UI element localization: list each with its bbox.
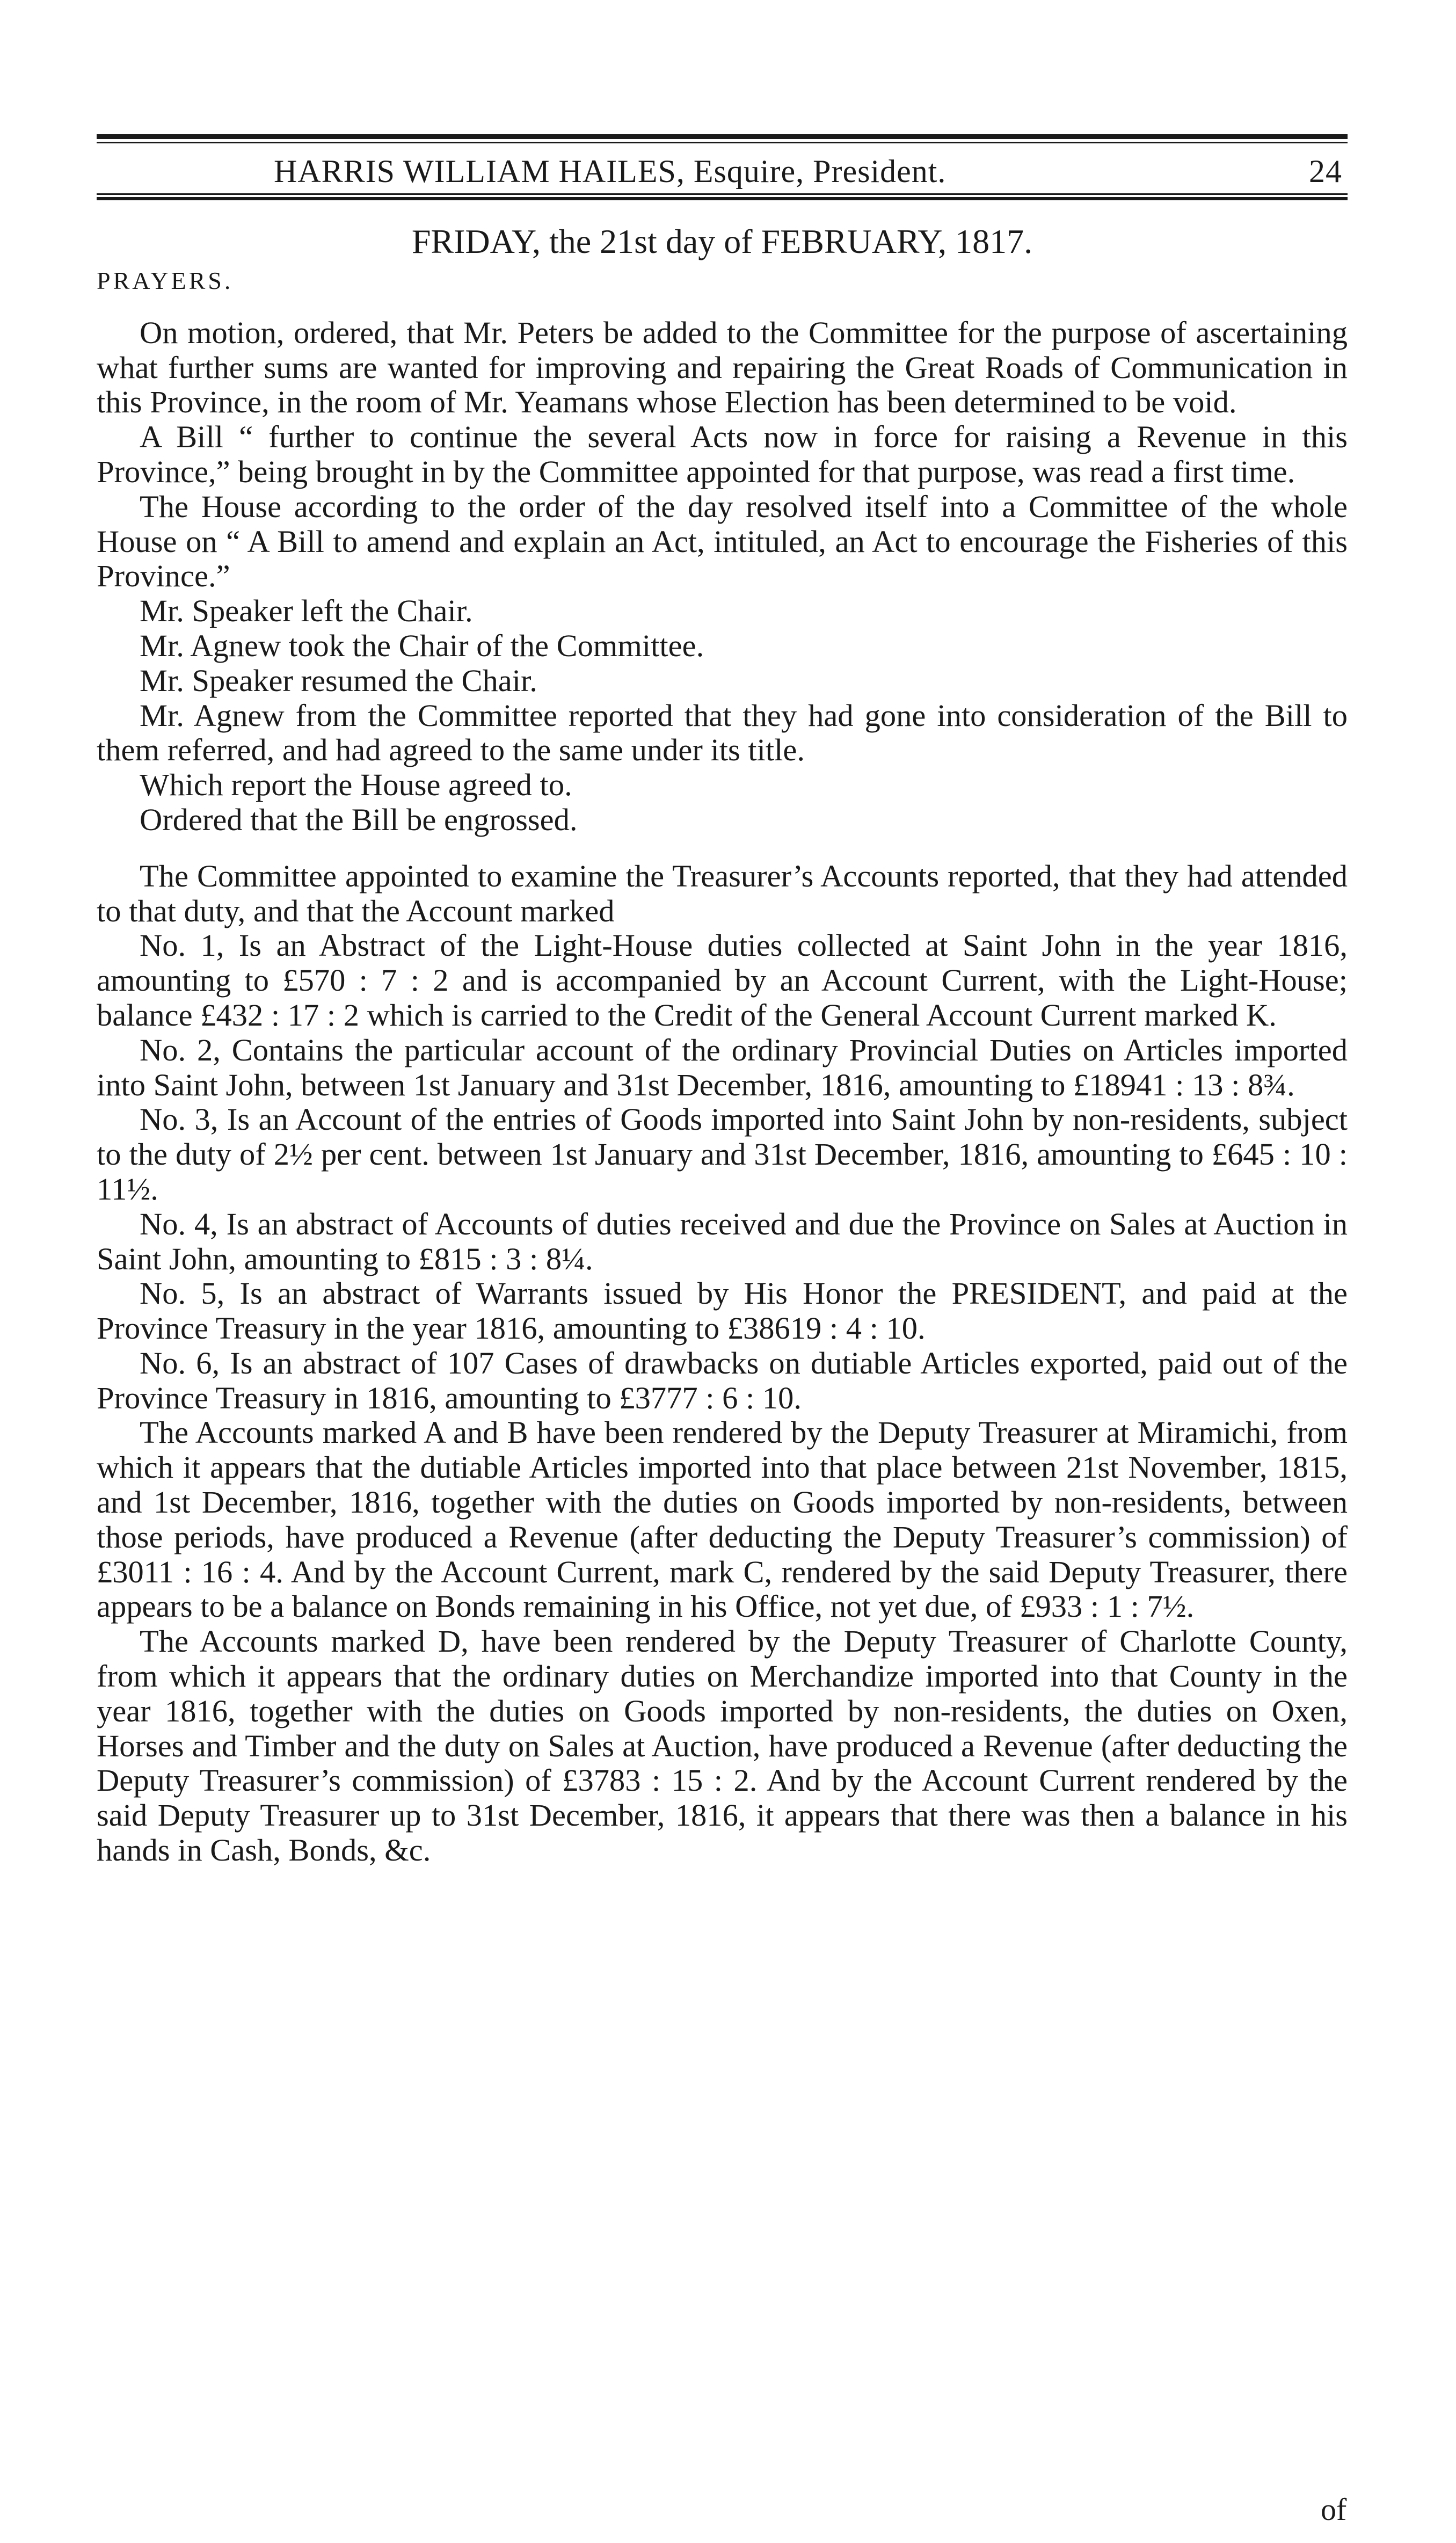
paragraph: Which report the House agreed to. bbox=[140, 767, 572, 803]
paragraph: No. 6, Is an abstract of 107 Cases of drawbacks on dutiable Articles exported, paid out of the Province Treasury in 1816, amounting to £3777 : 6 : 10. bbox=[97, 1345, 1348, 1415]
header-rule-bottom bbox=[97, 197, 1348, 200]
paragraph: On motion, ordered, that Mr. Peters be added to the Committee for the purpose of ascertaining what further sums are wanted for improving and repairing the Great Roads of Communication in this Province, in the room of Mr. Yeamans whose Election has been determined to be void. bbox=[97, 315, 1348, 420]
running-header-title: HARRIS WILLIAM HAILES, Esquire, President. bbox=[274, 154, 947, 189]
page-number: 24 bbox=[1309, 154, 1342, 189]
paragraph: The House according to the order of the day resolved itself into a Committee of the whole House on “ A Bill to amend and explain an Act, intituled, an Act to encourage the Fisheries of this Province.” bbox=[97, 489, 1348, 594]
paragraph: No. 2, Contains the particular account of the ordinary Provincial Duties on Articles imported into Saint John, between 1st January and 31st December, 1816, amounting to £18941 : 13 : 8¾. bbox=[97, 1032, 1348, 1102]
journal-page bbox=[97, 134, 1348, 1868]
prayers-heading: PRAYERS. bbox=[97, 266, 234, 294]
body-text bbox=[97, 316, 1348, 1868]
paragraph: Mr. Agnew from the Committee reported that they had gone into consideration of the Bill to them referred, and had agreed to the same under its title. bbox=[97, 697, 1348, 768]
catchword: of bbox=[1321, 2492, 1347, 2527]
header-rule-top bbox=[97, 134, 1348, 139]
paragraph: A Bill “ further to continue the several Acts now in force for raising a Revenue in this Province,” being brought in by the Committee appointed for that purpose, was read a first time. bbox=[97, 419, 1348, 489]
paragraph: The Accounts marked D, have been rendered by the Deputy Treasurer of Charlotte County, from which it appears that the ordinary duties on Merchandize imported into that County in the year 1816, together with the duties on Goods imported by non-residents, the duties on Oxen, Horses and Timber and the duty on Sales at Auction, have produced a Revenue (after deducting the Deputy Treasurer’s commission) of £3783 : 15 : 2. And by the Account Current rendered by the said Deputy Treasurer up to 31st December, 1816, it appears that there was then a balance in his hands in Cash, Bonds, &c. bbox=[97, 1624, 1348, 1868]
paragraph: No. 1, Is an Abstract of the Light-House duties collected at Saint John in the year 1816, amounting to £570 : 7 : 2 and is accompanied by an Account Current, with the Light-House; balance £432 : 17 : 2 which is carried to the Credit of the General Account Current marked K. bbox=[97, 928, 1348, 1033]
running-header bbox=[97, 143, 1348, 193]
paragraph: No. 4, Is an abstract of Accounts of duties received and due the Province on Sales at Auction in Saint John, amounting to £815 : 3 : 8¼. bbox=[97, 1206, 1348, 1276]
paragraph: Mr. Speaker left the Chair. bbox=[140, 593, 473, 629]
paragraph: Ordered that the Bill be engrossed. bbox=[140, 802, 578, 837]
paragraph: No. 5, Is an abstract of Warrants issued by His Honor the PRESIDENT, and paid at the Province Treasury in the year 1816, amounting to £38619 : 4 : 10. bbox=[97, 1276, 1348, 1346]
date-heading: FRIDAY, the 21st day of FEBRUARY, 1817. bbox=[411, 222, 1033, 260]
paragraph: Mr. Speaker resumed the Chair. bbox=[140, 663, 537, 698]
paragraph: The Committee appointed to examine the Treasurer’s Accounts reported, that they had attended to that duty, and that the Account marked bbox=[97, 858, 1348, 928]
paragraph: The Accounts marked A and B have been rendered by the Deputy Treasurer at Miramichi, from which it appears that the dutiable Articles imported into that place between 21st November, 1815, and 1st December, 1816, together with the duties on Goods imported by non-residents, between those periods, have produced a Revenue (after deducting the Deputy Treasurer’s commission) of £3011 : 16 : 4. And by the Account Current, mark C, rendered by the said Deputy Treasurer, there appears to be a balance on Bonds remaining in his Office, not yet due, of £933 : 1 : 7½. bbox=[97, 1415, 1348, 1624]
paragraph: No. 3, Is an Account of the entries of Goods imported into Saint John by non-residents, subject to the duty of 2½ per cent. between 1st January and 31st December, 1816, amounting to £645 : 10 : 11½. bbox=[97, 1102, 1348, 1207]
paragraph: Mr. Agnew took the Chair of the Committee. bbox=[140, 628, 704, 663]
header-rule-bottom-thin bbox=[97, 193, 1348, 195]
